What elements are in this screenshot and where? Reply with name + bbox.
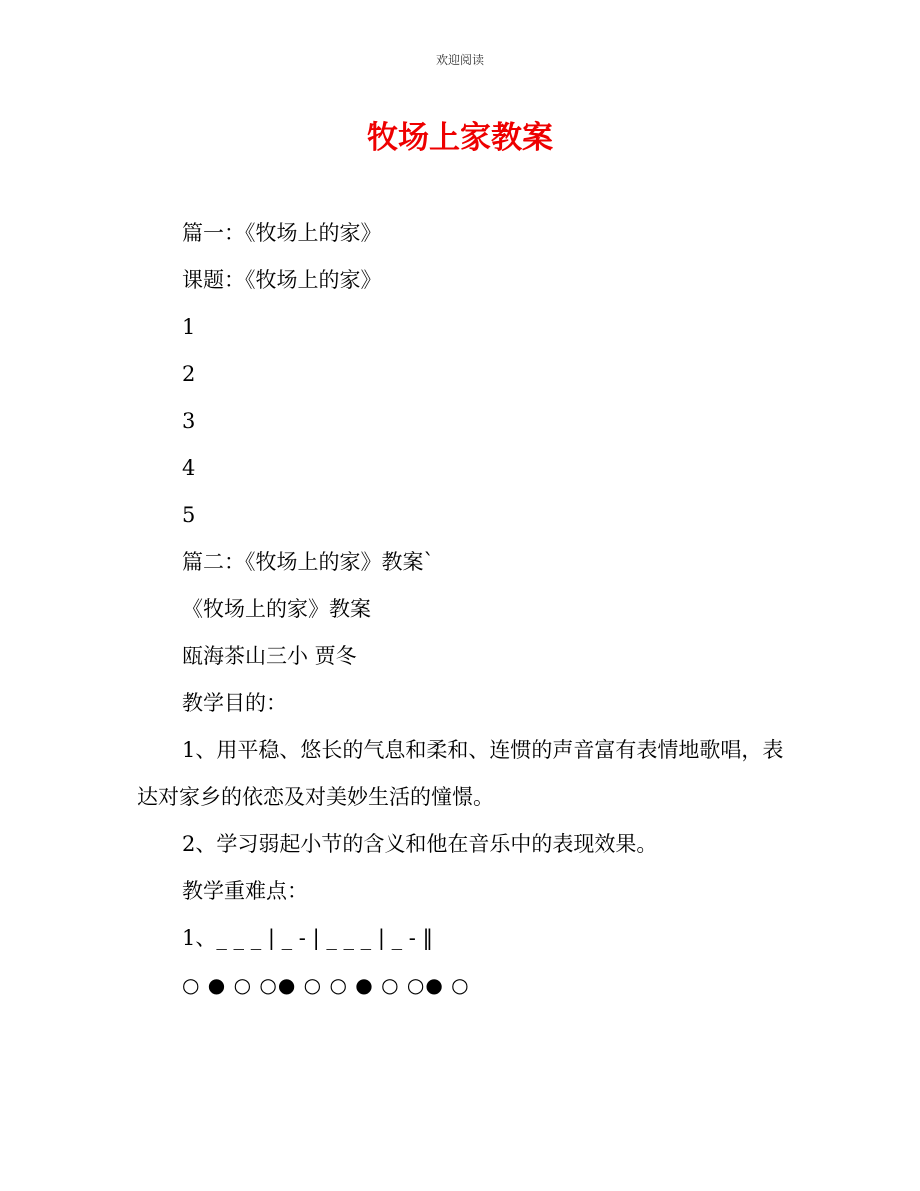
- rhythm-dots: ○ ● ○ ○● ○ ○ ● ○ ○● ○: [182, 973, 470, 997]
- part-one-heading: 篇一：《牧场上的家》: [182, 221, 382, 245]
- goals-label: 教学目的：: [182, 691, 287, 715]
- lesson-title: 课题：《牧场上的家》: [182, 268, 382, 292]
- list-number: 4: [182, 456, 196, 480]
- focus-label: 教学重难点：: [182, 879, 308, 903]
- list-number: 5: [182, 503, 196, 527]
- list-number: 3: [182, 409, 196, 433]
- list-number: 2: [182, 362, 196, 386]
- author-line: 瓯海茶山三小 贾冬: [182, 644, 357, 668]
- document-title: 牧场上家教案: [367, 120, 553, 156]
- part-two-heading: 篇二：《牧场上的家》教案`: [182, 550, 434, 574]
- goal-paragraph: 1、用平稳、悠长的气息和柔和、连惯的声音富有表情地歌唱，表达对家乡的依恋及对美妙生活的憧憬。: [137, 738, 784, 809]
- document-body: [137, 210, 787, 1009]
- goal-paragraph: 2、学习弱起小节的含义和他在音乐中的表现效果。: [182, 832, 658, 856]
- page-header: 欢迎阅读: [435, 53, 484, 67]
- plan-title: 《牧场上的家》教案: [182, 597, 371, 621]
- rhythm-notation: 1、_ _ _ | _ - | _ _ _ | _ - ‖: [182, 926, 434, 950]
- list-number: 1: [182, 315, 196, 339]
